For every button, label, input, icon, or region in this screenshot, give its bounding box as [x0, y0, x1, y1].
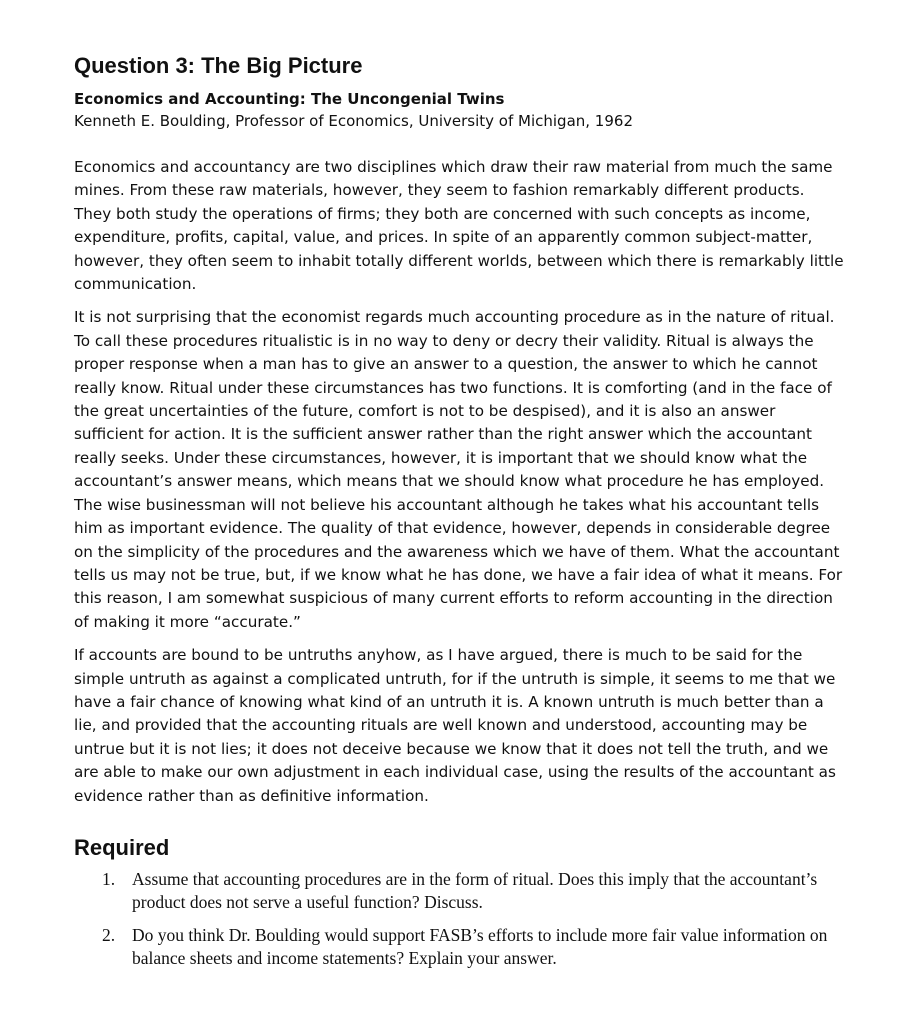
required-list — [74, 868, 844, 970]
required-item-number: 2. — [102, 924, 116, 945]
required-item-text: Assume that accounting procedures are in the form of ritual. Does this imply that the accountant’s product does not serve a useful function? Discuss. — [132, 868, 818, 912]
required-item-2 — [102, 924, 844, 970]
body-paragraph-3: If accounts are bound to be untruths anyhow, as I have argued, there is much to be said for the simple untruth as against a complicated untruth, for if the untruth is simple, it seems to me that we have a fair chance of knowing what kind of an untruth it is. A known untruth is much better than a lie, and provided that the accounting rituals are well known and understood, accounting may be untrue but it is not lies; it does not deceive because we know that it does not tell the truth, and we are able to make our own adjustment in each individual case, using the results of the accountant as evidence rather than as definitive information. — [74, 646, 836, 805]
required-heading: Required — [74, 834, 170, 860]
required-item-text: Do you think Dr. Boulding would support FASB’s efforts to include more fair value information on balance sheets and income statements? Explain your answer. — [132, 924, 828, 968]
question-title: Question 3: The Big Picture — [74, 53, 363, 78]
required-item-1 — [102, 868, 844, 914]
body-paragraph-1: Economics and accountancy are two disciplines which draw their raw material from much the same mines. From these raw materials, however, they seem to fashion remarkably different products. They both study the operations of firms; they both are concerned with such concepts as income, expenditure, profits, capital, value, and prices. In spite of an apparently common subject-matter, however, they often seem to inhabit totally different worlds, between which there is remarkably little communication. — [74, 158, 844, 294]
required-item-number: 1. — [102, 868, 116, 889]
article-body — [74, 156, 844, 808]
article-byline: Kenneth E. Boulding, Professor of Economics, University of Michigan, 1962 — [74, 112, 633, 130]
body-paragraph-2: It is not surprising that the economist regards much accounting procedure as in the nature of ritual. To call these procedures ritualistic is in no way to deny or decry their validity. Ritual is always the proper response when a man has to give an answer to a question, the answer to which he cannot really know. Ritual under these circumstances has two functions. It is comforting (and in the face of the great uncertainties of the future, comfort is not to be despised), and it is also an answer sufficient for action. It is the sufficient answer rather than the right answer which the accountant really seeks. Under these circumstances, however, it is important that we should know what the accountant’s answer means, which means that we should know what procedure he has employed. The wise businessman will not believe his accountant although he takes what his accountant tells him as important evidence. The quality of that evidence, however, depends in considerable degree on the simplicity of the procedures and the awareness which we have of them. What the accountant tells us may not be true, but, if we know what he has done, we have a fair idea of what it means. For this reason, I am somewhat suspicious of many current efforts to reform accounting in the direction of making it more “accurate.” — [74, 308, 843, 631]
document-page — [74, 52, 844, 980]
article-title: Economics and Accounting: The Uncongenial Twins — [74, 90, 505, 108]
